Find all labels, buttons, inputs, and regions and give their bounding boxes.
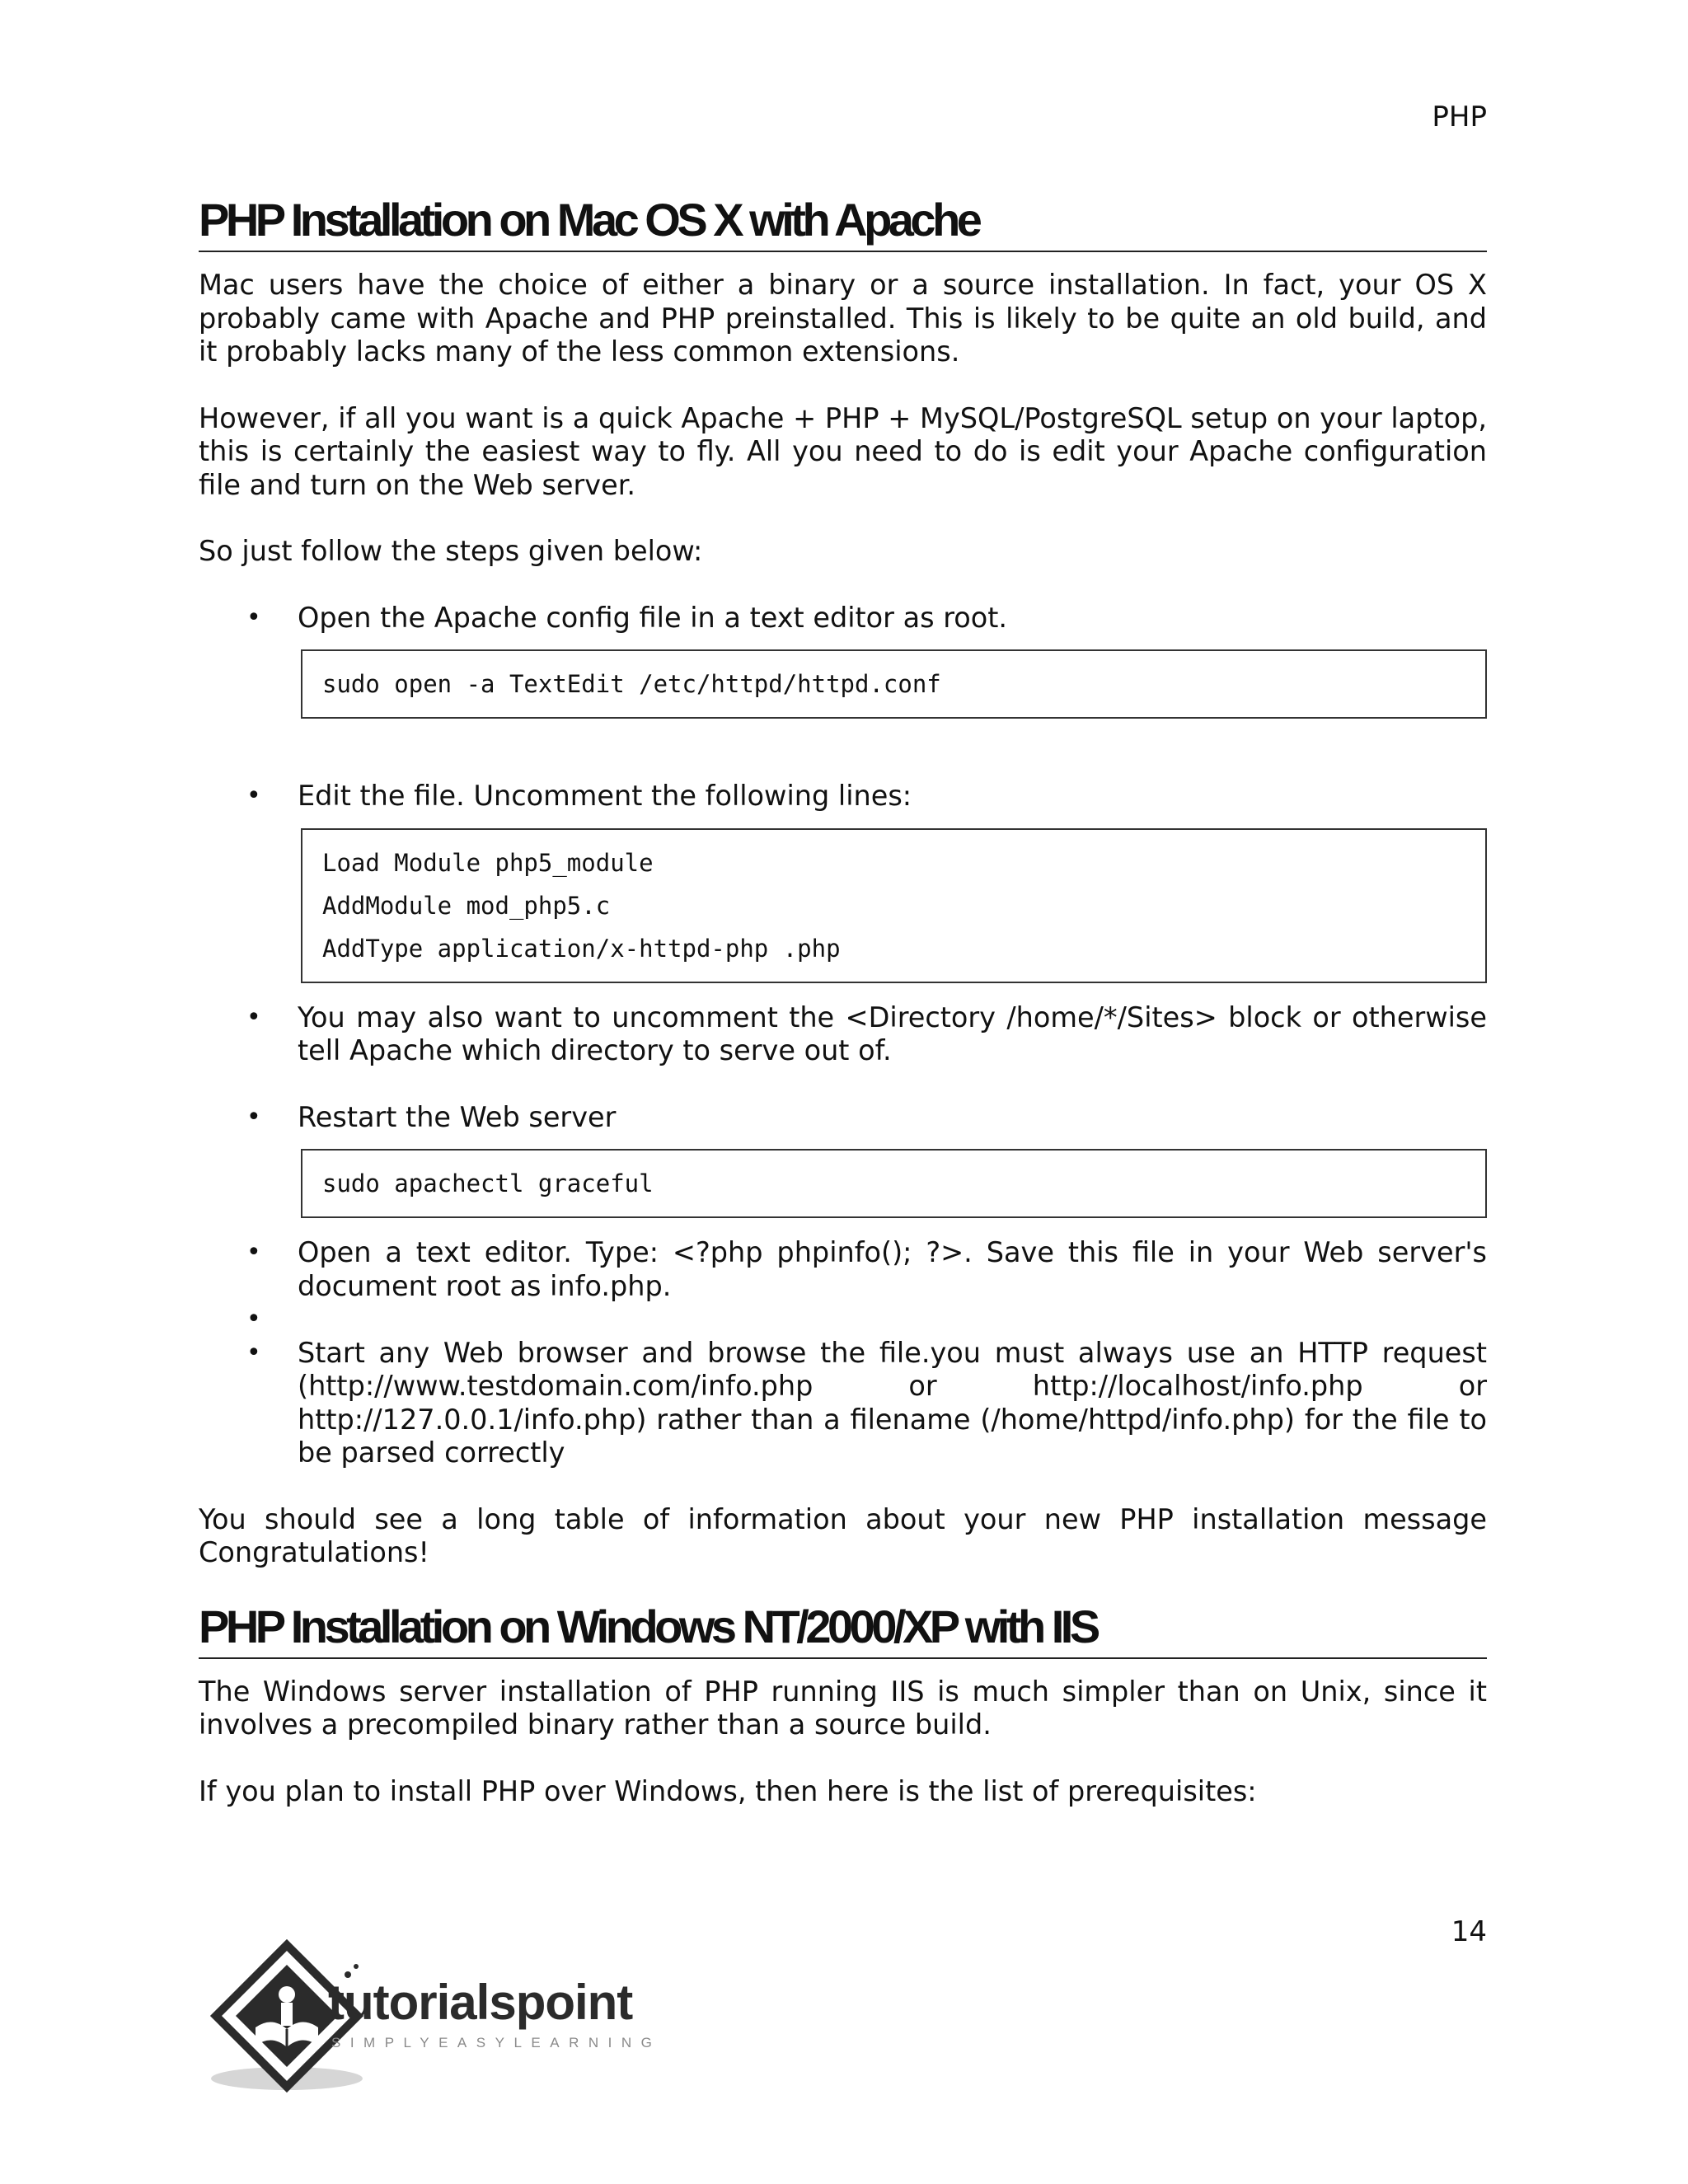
bullet-icon: • [246,1338,261,1367]
steps-list [199,780,1487,813]
code-line: AddType application/x-httpd-php .php [322,934,841,963]
svg-text:tutorialspoint [328,1975,633,2030]
list-item [199,1001,1487,1068]
list-item [199,1101,1487,1135]
code-block-uncomment-lines [301,828,1487,983]
list-item [199,780,1487,813]
paragraph-closing: You should see a long table of information about your new PHP installation message Congratulations! [199,1502,1487,1568]
step-text: Restart the Web server [298,1100,617,1133]
steps-list [199,602,1487,635]
code-line: sudo open -a TextEdit /etc/httpd/httpd.conf [322,670,941,698]
paragraph-quick-setup: However, if all you want is a quick Apache + PHP + MySQL/PostgreSQL setup on your laptop, this is certainly the easiest way to fly. All you need to do is edit your Apache configuration file and turn on the Web server. [199,401,1487,501]
list-item [199,1303,1487,1337]
code-block-open-config [301,649,1487,719]
paragraph-intro: Mac users have the choice of either a binary or a source installation. In fact, your OS X probably came with Apache and PHP preinstalled. This is likely to be quite an old build, and it probably lacks many of the less common extensions. [199,269,1487,368]
code-line: AddModule mod_php5.c [322,891,611,920]
code-line: sudo apachectl graceful [322,1169,654,1197]
paragraph-windows-intro: The Windows server installation of PHP running IIS is much simpler than on Unix, since it involves a precompiled binary rather than a source build. [199,1675,1487,1741]
logo-wordmark: tutorialspoint [328,1975,633,2030]
list-item [199,602,1487,635]
bullet-icon: • [246,1002,261,1032]
list-item [199,1337,1487,1470]
step-text: You may also want to uncomment the <Directory /home/*/Sites> block or otherwise tell Apache which directory to serve out of. [298,1001,1487,1066]
tutorialspoint-logo [196,1937,674,2093]
steps-list [199,1236,1487,1470]
step-text: Open the Apache config file in a text editor as root. [298,601,1008,634]
step-text: Open a text editor. Type: <?php phpinfo(); ?>. Save this file in your Web server's document root as info.php. [298,1236,1487,1302]
document-page [199,0,1487,2184]
step-text: Edit the file. Uncomment the following lines: [298,780,912,812]
step-text: Start any Web browser and browse the file.you must always use an HTTP request (http://www.testdomain.com/info.php or http://localhost/info.php or http://127.0.0.1/info.php) rather than a filename (/home/httpd/info.php) for the file to be parsed correctly [298,1336,1487,1469]
running-header: PHP [1432,101,1487,134]
paragraph-follow-steps: So just follow the steps given below: [199,535,703,567]
bullet-icon: • [246,781,261,810]
page-content [199,191,1487,1808]
bullet-icon: • [246,602,261,632]
svg-text:SIMPLYEASYLEARNING [331,2035,661,2050]
paragraph-prerequisites: If you plan to install PHP over Windows, then here is the list of prerequisites: [199,1774,1257,1807]
logo-tagline: SIMPLYEASYLEARNING [331,2035,662,2050]
bullet-icon: • [246,1238,261,1267]
list-item [199,1236,1487,1303]
code-line: Load Module php5_module [322,848,654,877]
bullet-icon: • [246,1305,261,1333]
code-block-restart [301,1149,1487,1218]
page-number: 14 [1451,1915,1487,1948]
bullet-icon: • [246,1102,261,1132]
section-heading-windows: PHP Installation on Windows NT/2000/XP with IIS [199,1598,1487,1659]
steps-list [199,1001,1487,1135]
section-heading-mac: PHP Installation on Mac OS X with Apache [199,191,1487,252]
